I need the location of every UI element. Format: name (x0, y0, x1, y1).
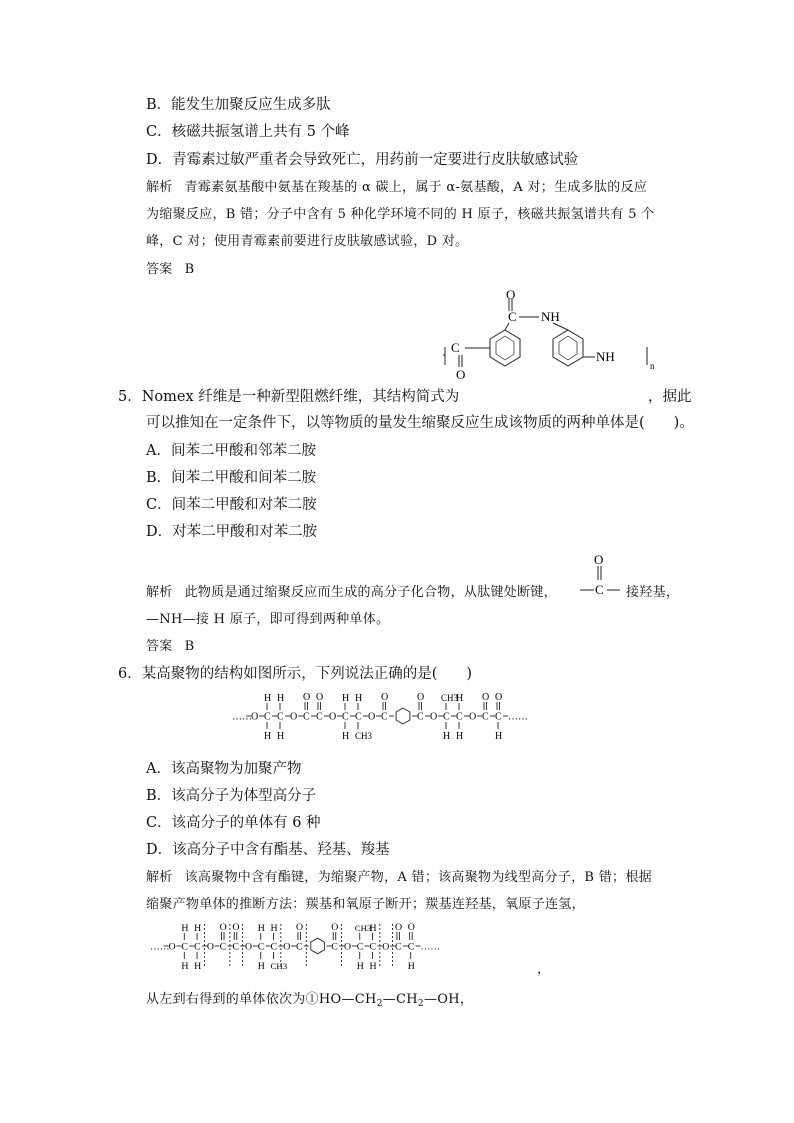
methyl-group: CH3 (355, 731, 373, 741)
analysis-text: 青霉素氨基酸中氨基在羧基的 α 碳上，属于 α-氨基酸，A 对；生成多肽的反应 (184, 180, 648, 195)
carbon-atom: C (381, 711, 388, 723)
chain-dots: …… (420, 941, 441, 953)
hydrogen-atom: H (181, 961, 189, 972)
q6-option-a: A．该高聚物为加聚产物 (146, 761, 302, 777)
oxygen-atom: O (430, 711, 438, 723)
analysis-label: 解析 (146, 180, 173, 195)
hydrogen-atom: H (456, 693, 464, 704)
carbon-atom: C (270, 941, 278, 953)
q6-option-b: B．该高分子为体型高分子 (146, 788, 317, 804)
carbonyl-oxygen: O (417, 692, 425, 703)
hydrogen-atom: H (194, 923, 202, 934)
hydrogen-atom: H (443, 731, 451, 742)
benzene-ring-left (490, 330, 520, 366)
carbon-atom: C (303, 711, 310, 723)
q5-stem-line-1 (118, 387, 459, 407)
chain-dots: …… (232, 711, 252, 723)
carbon-atom: C (194, 941, 201, 953)
hydrogen-atom: H (181, 923, 189, 934)
q6-option-c: C．该高分子的单体有 6 种 (146, 815, 321, 831)
oxygen-atom: O (368, 711, 376, 723)
hydrogen-atom: H (342, 693, 350, 704)
methyl-group: CH3 (441, 693, 459, 703)
q5-answer-line (146, 637, 194, 657)
hydrogen-atom: H (355, 693, 363, 704)
carbon-atom: C (369, 941, 377, 953)
q6-analysis-label: 解析 (146, 870, 173, 885)
hydrogen-atom: H (456, 731, 464, 742)
nomex-nh-top: NH (541, 309, 560, 324)
answer-label: 答案 (146, 262, 173, 277)
carbon-atom: C (296, 941, 303, 953)
q5-option-d: D．对苯二甲酸和对苯二胺 (146, 524, 318, 540)
trailing-comma: ， (537, 962, 551, 977)
hydrogen-atom: H (270, 923, 278, 934)
q5-analysis-line-1 (146, 583, 557, 603)
hydrogen-atom: H (277, 693, 285, 704)
carbonyl-oxygen: O (316, 692, 324, 703)
nomex-c-top: C (508, 309, 517, 324)
oxygen-atom: O (344, 941, 352, 953)
oxygen-atom: O (168, 941, 176, 953)
oxygen-atom: O (283, 941, 291, 953)
oxygen-atom: O (206, 941, 214, 953)
nomex-o-top: O (506, 287, 516, 302)
carbon-atom: C (443, 711, 450, 723)
oxygen-atom: O (251, 711, 259, 723)
q6-analysis-text: 该高聚物中含有酯键，为缩聚产物，A 错；该高聚物为线型高分子，B 错；根据 (184, 870, 652, 885)
benzene-ring (311, 938, 325, 954)
carbonyl-oxygen: O (395, 922, 403, 933)
carbon-atom: C (456, 711, 463, 723)
polymer-chain-cut-structure (146, 918, 546, 974)
carbon-atom: C (355, 711, 362, 723)
carbon-atom: C (395, 941, 402, 953)
q6-stem: 6．某高聚物的结构如图所示，下列说法正确的是( ) (118, 666, 473, 682)
carbon-atom: C (232, 941, 239, 953)
q5-answer-label: 答案 (146, 639, 173, 654)
nomex-structure (435, 285, 685, 397)
q6-option-d: D．该高分子中含有酯基、羟基、羧基 (146, 842, 390, 858)
hydrogen-atom: H (342, 731, 350, 742)
methyl-group: CH3 (270, 961, 288, 971)
hydrogen-atom: H (257, 923, 265, 934)
oxygen-atom: O (290, 711, 298, 723)
q6-analysis-line-1 (146, 868, 652, 888)
carbonyl-oxygen: O (407, 922, 415, 933)
q5-analysis-label: 解析 (146, 585, 173, 600)
carbonyl-oxygen: O (331, 922, 339, 933)
carbonyl-oxygen: O (303, 692, 311, 703)
carbon-atom: C (316, 711, 323, 723)
analysis-line-3: 峰，C 对；使用青霉素前要进行皮肤敏感试验，D 对。 (146, 234, 469, 249)
carbonyl-oxygen: O (381, 692, 389, 703)
carbonyl-fragment (576, 550, 624, 600)
hydrogen-atom: H (264, 731, 272, 742)
carbon-atom: C (277, 711, 284, 723)
q5-analysis-text-b: 接羟基， (626, 585, 680, 600)
chain-dots: …… (508, 711, 528, 723)
q5-analysis-line-2: —NH—接 H 原子，即可得到两种单体。 (146, 612, 390, 627)
chain-dots: …… (150, 941, 170, 953)
methyl-group: CH3 (354, 923, 372, 933)
carbon-atom: C (482, 711, 489, 723)
q5-answer-value: B (184, 639, 195, 654)
carbon-atom: C (342, 711, 349, 723)
carbon-atom: C (356, 941, 364, 953)
q5-stem-line-2: 可以推知在一定条件下，以等物质的量发生缩聚反应生成该物质的两种单体是( )。 (146, 415, 694, 431)
monomer-text-mid: —CH (382, 992, 418, 1007)
nomex-c-left: C (451, 340, 460, 355)
option-c: C．核磁共振氢谱上共有 5 个峰 (146, 124, 350, 140)
carbonyl-oxygen: O (296, 922, 304, 933)
nomex-nh-right: NH (596, 349, 615, 364)
nomex-o-bottom: O (456, 367, 466, 382)
oxygen-atom: O (245, 941, 253, 953)
carbon-atom: C (407, 941, 415, 953)
hydrogen-atom: H (369, 923, 377, 934)
oxygen-atom: O (329, 711, 337, 723)
q5-option-b: B．间苯二甲酸和间苯二胺 (146, 470, 317, 486)
hydrogen-atom: H (257, 961, 265, 972)
carbonyl-c: C (595, 582, 604, 597)
option-d: D．青霉素过敏严重者会导致死亡，用药前一定要进行皮肤敏感试验 (146, 152, 579, 168)
oxygen-atom: O (382, 941, 390, 953)
nomex-n-subscript: n (650, 361, 655, 371)
hydrogen-atom: H (495, 731, 503, 742)
q5-option-a: A．间苯二甲酸和邻苯二胺 (146, 443, 316, 459)
monomer-text-suffix: —OH， (423, 992, 474, 1007)
monomer-text-prefix: 从左到右得到的单体依次为①HO—CH (146, 992, 377, 1007)
carbon-atom: C (181, 941, 188, 953)
oxygen-atom: O (469, 711, 477, 723)
hydrogen-atom: H (194, 961, 202, 972)
benzene-ring-right (553, 330, 583, 366)
hydrogen-atom: H (277, 731, 285, 742)
subscript: 2 (376, 999, 383, 1009)
analysis-line-1 (146, 178, 647, 198)
analysis-line-2: 为缩聚反应，B 错；分子中含有 5 种化学环境不同的 H 原子，核磁共振氢谱共有 5 个 (146, 207, 655, 222)
q5-stem-a: 5．Nomex 纤维是一种新型阻燃纤维，其结构简式为 (118, 389, 460, 405)
q6-analysis-line-3 (146, 990, 473, 1014)
carbon-atom: C (257, 941, 265, 953)
hydrogen-atom: H (264, 693, 272, 704)
carbon-atom: C (331, 941, 338, 953)
subscript: 2 (417, 999, 424, 1009)
carbonyl-oxygen: O (219, 922, 227, 933)
carbonyl-oxygen: O (482, 692, 490, 703)
answer-line (146, 260, 194, 280)
q6-analysis-line-2: 缩聚产物单体的推断方法：羰基和氧原子断开；羰基连羟基，氧原子连氢， (146, 897, 585, 912)
hydrogen-atom: H (369, 961, 377, 972)
carbonyl-oxygen: O (232, 922, 240, 933)
q5-analysis-text: 此物质是通过缩聚反应而生成的高分子化合物，从肽键处断键， (184, 585, 558, 600)
answer-value: B (184, 262, 195, 277)
carbon-atom: C (264, 711, 271, 723)
q5-stem-1b: ，据此 (648, 389, 692, 405)
hydrogen-atom: H (356, 961, 364, 972)
carbonyl-oxygen: O (495, 692, 503, 703)
benzene-ring (396, 708, 410, 724)
polymer-chain-structure (228, 688, 628, 746)
hydrogen-atom: H (407, 961, 415, 972)
carbon-atom: C (495, 711, 502, 723)
carbon-atom: C (417, 711, 424, 723)
q5-option-c: C．间苯二甲酸和对苯二胺 (146, 497, 317, 513)
carbonyl-o: O (594, 552, 604, 567)
carbon-atom: C (219, 941, 227, 953)
option-b: B．能发生加聚反应生成多肽 (146, 97, 331, 113)
